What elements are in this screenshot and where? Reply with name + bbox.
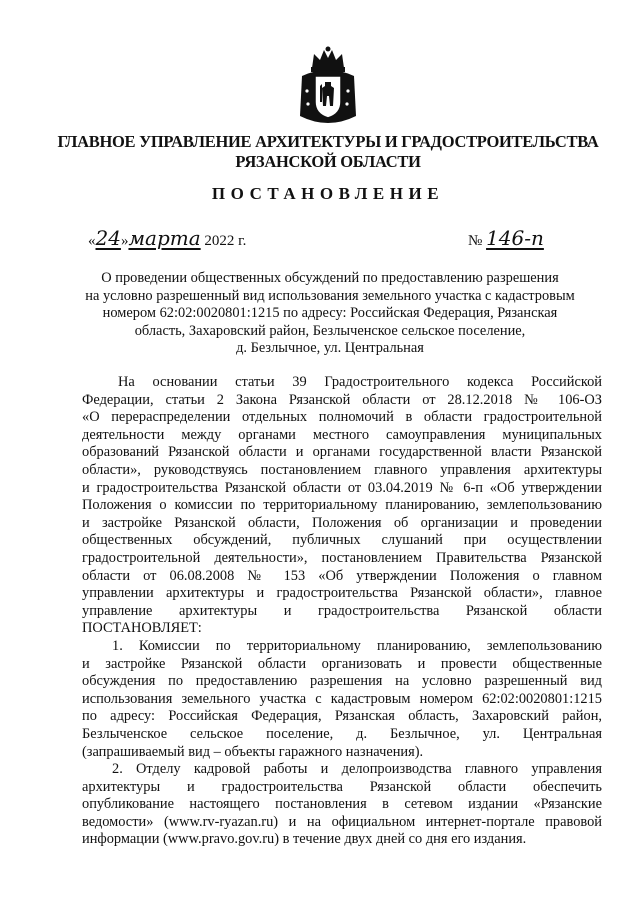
organization-name-line2: РЯЗАНСКОЙ ОБЛАСТИ — [235, 152, 421, 171]
number-value: 146-п — [486, 226, 544, 250]
text-line: управление архитектуры и градостроительства Рязанской области — [82, 602, 602, 619]
subject-line: на условно разрешенный вид использования земельного участка с кадастровым — [85, 287, 575, 304]
text-line: 1. Комиссии по территориальному планированию, землепользованию — [112, 638, 602, 654]
text-line: общественных обсуждений, публичных слушаний при осуществлении — [82, 532, 602, 549]
text-line: «О перераспределении отдельных полномочий в области градостроительной — [82, 409, 602, 426]
text-line: области», руководствуясь постановлением главного управления архитектуры — [82, 461, 602, 478]
text-line: градостроительной деятельности», постановлением Правительства Рязанской — [82, 549, 602, 566]
date-close-quote: » — [120, 233, 129, 249]
subject-line: д. Безлычное, ул. Центральная — [236, 340, 424, 357]
text-line: архитектуры и градостроительства Рязанской области обеспечить — [82, 778, 602, 795]
text-line: информации (www.pravo.gov.ru) в течение двух дней со дня его издания. — [82, 831, 527, 848]
subject-line: номером 62:02:0020801:1215 по адресу: Российская Федерация, Рязанская — [102, 305, 558, 322]
item-2-paragraph — [82, 761, 602, 849]
document-date — [88, 226, 246, 250]
subject-line: О проведении общественных обсуждений по предоставлению разрешения — [101, 270, 559, 286]
number-prefix: № — [468, 233, 483, 249]
text-line: и градостроительства Рязанской области от 03.04.2019 № 6-п «Об утверждении — [82, 479, 602, 496]
resolves-heading: ПОСТАНОВЛЯЕТ: — [82, 620, 202, 637]
text-line: ведомости» (www.rv-ryazan.ru) и на официальном интернет-портале правовой — [82, 813, 602, 830]
text-line: деятельности между органами местного самоуправления муниципальных — [82, 426, 602, 443]
document-type-title: ПОСТАНОВЛЕНИЕ — [211, 184, 445, 203]
text-line: и застройке Рязанской области организовать и провести общественные — [82, 655, 602, 672]
subject-line: область, Захаровский район, Безлыченское сельское поселение, — [134, 322, 526, 339]
organization-name-line1: ГЛАВНОЕ УПРАВЛЕНИЕ АРХИТЕКТУРЫ И ГРАДОСТРОИТЕЛЬСТВА — [57, 132, 599, 151]
coat-of-arms-icon — [298, 46, 358, 128]
date-month: марта — [128, 226, 201, 250]
text-line: Федерации, статьи 2 Закона Рязанской области от 28.12.2018 № 106-ОЗ — [82, 391, 602, 408]
item-1-paragraph — [82, 638, 602, 761]
text-line: использования земельного участка с кадастровым номером 62:02:0020801:1215 — [82, 690, 602, 707]
text-line: На основании статьи 39 Градостроительного кодекса Российской — [118, 374, 602, 390]
text-line: Положения о комиссии по территориальному планированию, землепользованию — [82, 497, 602, 514]
text-line: по адресу: Российская Федерация, Рязанская область, Захаровский район, — [82, 708, 602, 725]
date-day: 24 — [95, 226, 121, 250]
date-year: 2022 г. — [204, 233, 247, 249]
text-line: (запрашиваемый вид – объекты гаражного назначения). — [82, 743, 424, 760]
text-line: Безлыченское сельское поселение, д. Безлычное, ул. Центральная — [82, 725, 602, 742]
date-open-quote: « — [88, 233, 96, 249]
document-subject — [82, 270, 578, 358]
text-line: образований Рязанской области и органами государственной власти Рязанской — [82, 444, 602, 461]
text-line: и застройке Рязанской области, Положения об организации и проведении — [82, 514, 602, 531]
text-line: 2. Отделу кадровой работы и делопроизводства главного управления — [112, 761, 602, 777]
text-line: области от 06.08.2008 № 153 «Об утверждении Положения о главном — [82, 567, 602, 584]
preamble-paragraph — [82, 374, 602, 638]
text-line: обсуждения по предоставлению разрешения на условно разрешенный вид — [82, 673, 602, 690]
text-line: управлении архитектуры и градостроительства Рязанской области», главное — [82, 585, 602, 602]
text-line: опубликование настоящего постановления в сетевом издании «Рязанские — [82, 796, 602, 813]
document-number — [468, 226, 544, 250]
